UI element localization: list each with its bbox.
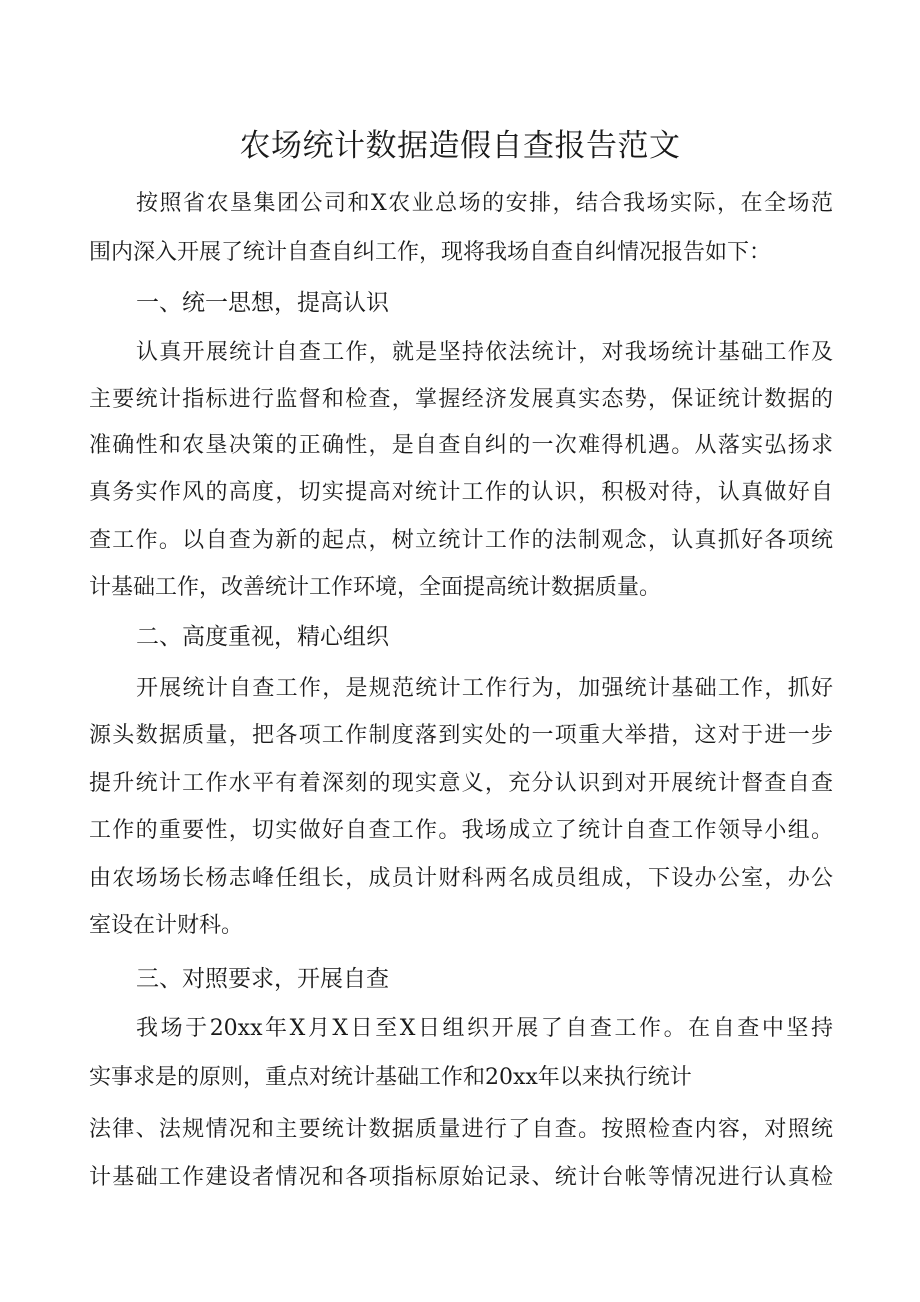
paragraph-line: 提升统计工作水平有着深刻的现实意义，充分认识到对开展统计督查自查 [89, 771, 833, 796]
paragraph-line: 认真开展统计自查工作，就是坚持依法统计，对我场统计基础工作及 [136, 340, 833, 365]
section-heading-1: 一、统一思想，提高认识 [136, 290, 389, 316]
paragraph-line: 计基础工作建设者情况和各项指标原始记录、统计台帐等情况进行认真检 [89, 1165, 833, 1190]
paragraph-line: 法律、法规情况和主要统计数据质量进行了自查。按照检查内容，对照统 [89, 1117, 833, 1142]
paragraph-line: 真务实作风的高度，切实提高对统计工作的认识，积极对待，认真做好自 [89, 480, 833, 505]
intro-line: 按照省农垦集团公司和X农业总场的安排，结合我场实际，在全场范 [136, 191, 833, 216]
paragraph-line: 查工作。以自查为新的起点，树立统计工作的法制观念，认真抓好各项统 [89, 528, 833, 553]
intro-line: 围内深入开展了统计自查自纠工作，现将我场自查自纠情况报告如下： [89, 240, 772, 265]
paragraph-line: 开展统计自查工作，是规范统计工作行为，加强统计基础工作，抓好 [136, 676, 833, 701]
paragraph-line: 工作的重要性，切实做好自查工作。我场成立了统计自查工作领导小组。 [89, 818, 833, 843]
paragraph-line: 准确性和农垦决策的正确性，是自查自纠的一次难得机遇。从落实弘扬求 [89, 433, 833, 458]
paragraph-line: 实事求是的原则，重点对统计基础工作和20xx年以来执行统计 [89, 1065, 692, 1090]
paragraph-line: 由农场场长杨志峰任组长，成员计财科两名成员组成，下设办公室，办公 [89, 866, 833, 891]
section-heading-2: 二、高度重视，精心组织 [136, 624, 389, 650]
paragraph-line: 室设在计财科。 [89, 913, 244, 938]
paragraph-line: 计基础工作，改善统计工作环境，全面提高统计数据质量。 [89, 575, 662, 600]
section-heading-3: 三、对照要求，开展自查 [136, 966, 389, 992]
paragraph-line: 我场于20xx年X月X日至X日组织开展了自查工作。在自查中坚持 [136, 1016, 833, 1041]
document-title: 农场统计数据造假自查报告范文 [239, 128, 681, 164]
paragraph-line: 主要统计指标进行监督和检查，掌握经济发展真实态势，保证统计数据的 [89, 387, 833, 412]
paragraph-line: 源头数据质量，把各项工作制度落到实处的一项重大举措，这对于进一步 [89, 723, 833, 748]
